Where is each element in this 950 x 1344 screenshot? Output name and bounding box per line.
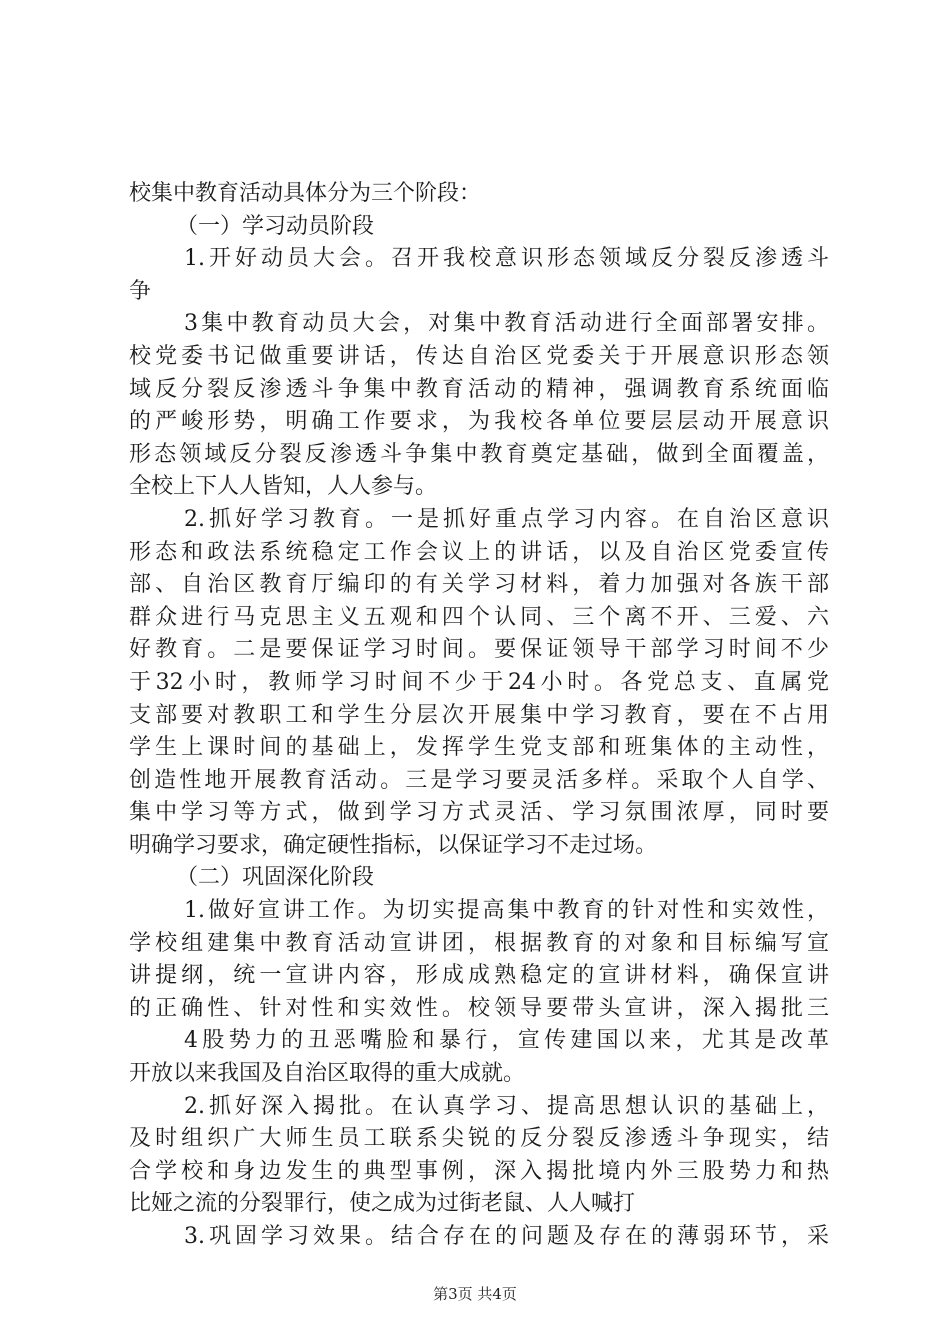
text-line: 比娅之流的分裂罪行，使之成为过街老鼠、人人喊打 — [129, 1191, 636, 1217]
text-line: 明确学习要求，确定硬性指标，以保证学习不走过场。 — [129, 832, 658, 858]
text-line: 学生上课时间的基础上，发挥学生党支部和班集体的主动性， — [129, 735, 829, 761]
text-line: 3集中教育动员大会，对集中教育活动进行全面部署安排。 — [184, 311, 829, 337]
text-line: 2.抓好学习教育。一是抓好重点学习内容。在自治区意识 — [184, 506, 829, 532]
text-line: 群众进行马克思主义五观和四个认同、三个离不开、三爱、六 — [129, 604, 829, 630]
text-line: 形态和政法系统稳定工作会议上的讲话，以及自治区党委宣传 — [129, 539, 829, 565]
text-line: 全校上下人人皆知，人人参与。 — [129, 474, 438, 500]
text-line: 创造性地开展教育活动。三是学习要灵活多样。采取个人自学、 — [129, 767, 829, 793]
page-footer: 第3页 共4页 — [433, 1285, 517, 1303]
text-line: 的正确性、针对性和实效性。校领导要带头宣讲，深入揭批三 — [129, 995, 829, 1021]
text-line: 于32小时，教师学习时间不少于24小时。各党总支、直属党 — [129, 669, 829, 695]
text-line: 学校组建集中教育活动宣讲团，根据教育的对象和目标编写宣 — [129, 930, 829, 956]
text-line: 的严峻形势，明确工作要求，为我校各单位要层层动开展意识 — [129, 409, 829, 435]
text-line: 争 — [129, 278, 152, 304]
text-line: 好教育。二是要保证学习时间。要保证领导干部学习时间不少 — [129, 637, 829, 663]
text-line: 部、自治区教育厅编印的有关学习材料，着力加强对各族干部 — [129, 572, 829, 598]
text-line: 2.抓好深入揭批。在认真学习、提高思想认识的基础上， — [184, 1093, 829, 1119]
text-line: 域反分裂反渗透斗争集中教育活动的精神，强调教育系统面临 — [129, 376, 829, 402]
text-line: 讲提纲，统一宣讲内容，形成成熟稳定的宣讲材料，确保宣讲 — [129, 963, 829, 989]
text-line: 校党委书记做重要讲话，传达自治区党委关于开展意识形态领 — [129, 343, 829, 369]
text-line: 开放以来我国及自治区取得的重大成就。 — [129, 1061, 526, 1087]
text-line: 支部要对教职工和学生分层次开展集中学习教育，要在不占用 — [129, 702, 829, 728]
text-line: （二）巩固深化阶段 — [176, 865, 375, 891]
text-line: 4股势力的丑恶嘴脸和暴行，宣传建国以来，尤其是改革 — [184, 1028, 829, 1054]
text-line: 形态领域反分裂反渗透斗争集中教育奠定基础，做到全面覆盖， — [129, 441, 829, 467]
document-body — [129, 178, 829, 1254]
text-line: （一）学习动员阶段 — [176, 213, 375, 239]
text-line: 合学校和身边发生的典型事例，深入揭批境内外三股势力和热 — [129, 1158, 829, 1184]
text-line: 及时组织广大师生员工联系尖锐的反分裂反渗透斗争现实，结 — [129, 1126, 829, 1152]
text-line: 3.巩固学习效果。结合存在的问题及存在的薄弱环节，采 — [184, 1224, 829, 1249]
text-line: 集中学习等方式，做到学习方式灵活、学习氛围浓厚，同时要 — [129, 800, 829, 826]
text-line: 1.做好宣讲工作。为切实提高集中教育的针对性和实效性， — [184, 898, 829, 924]
text-line: 校集中教育活动具体分为三个阶段： — [129, 181, 482, 206]
text-line: 1.开好动员大会。召开我校意识形态领域反分裂反渗透斗 — [184, 246, 829, 272]
